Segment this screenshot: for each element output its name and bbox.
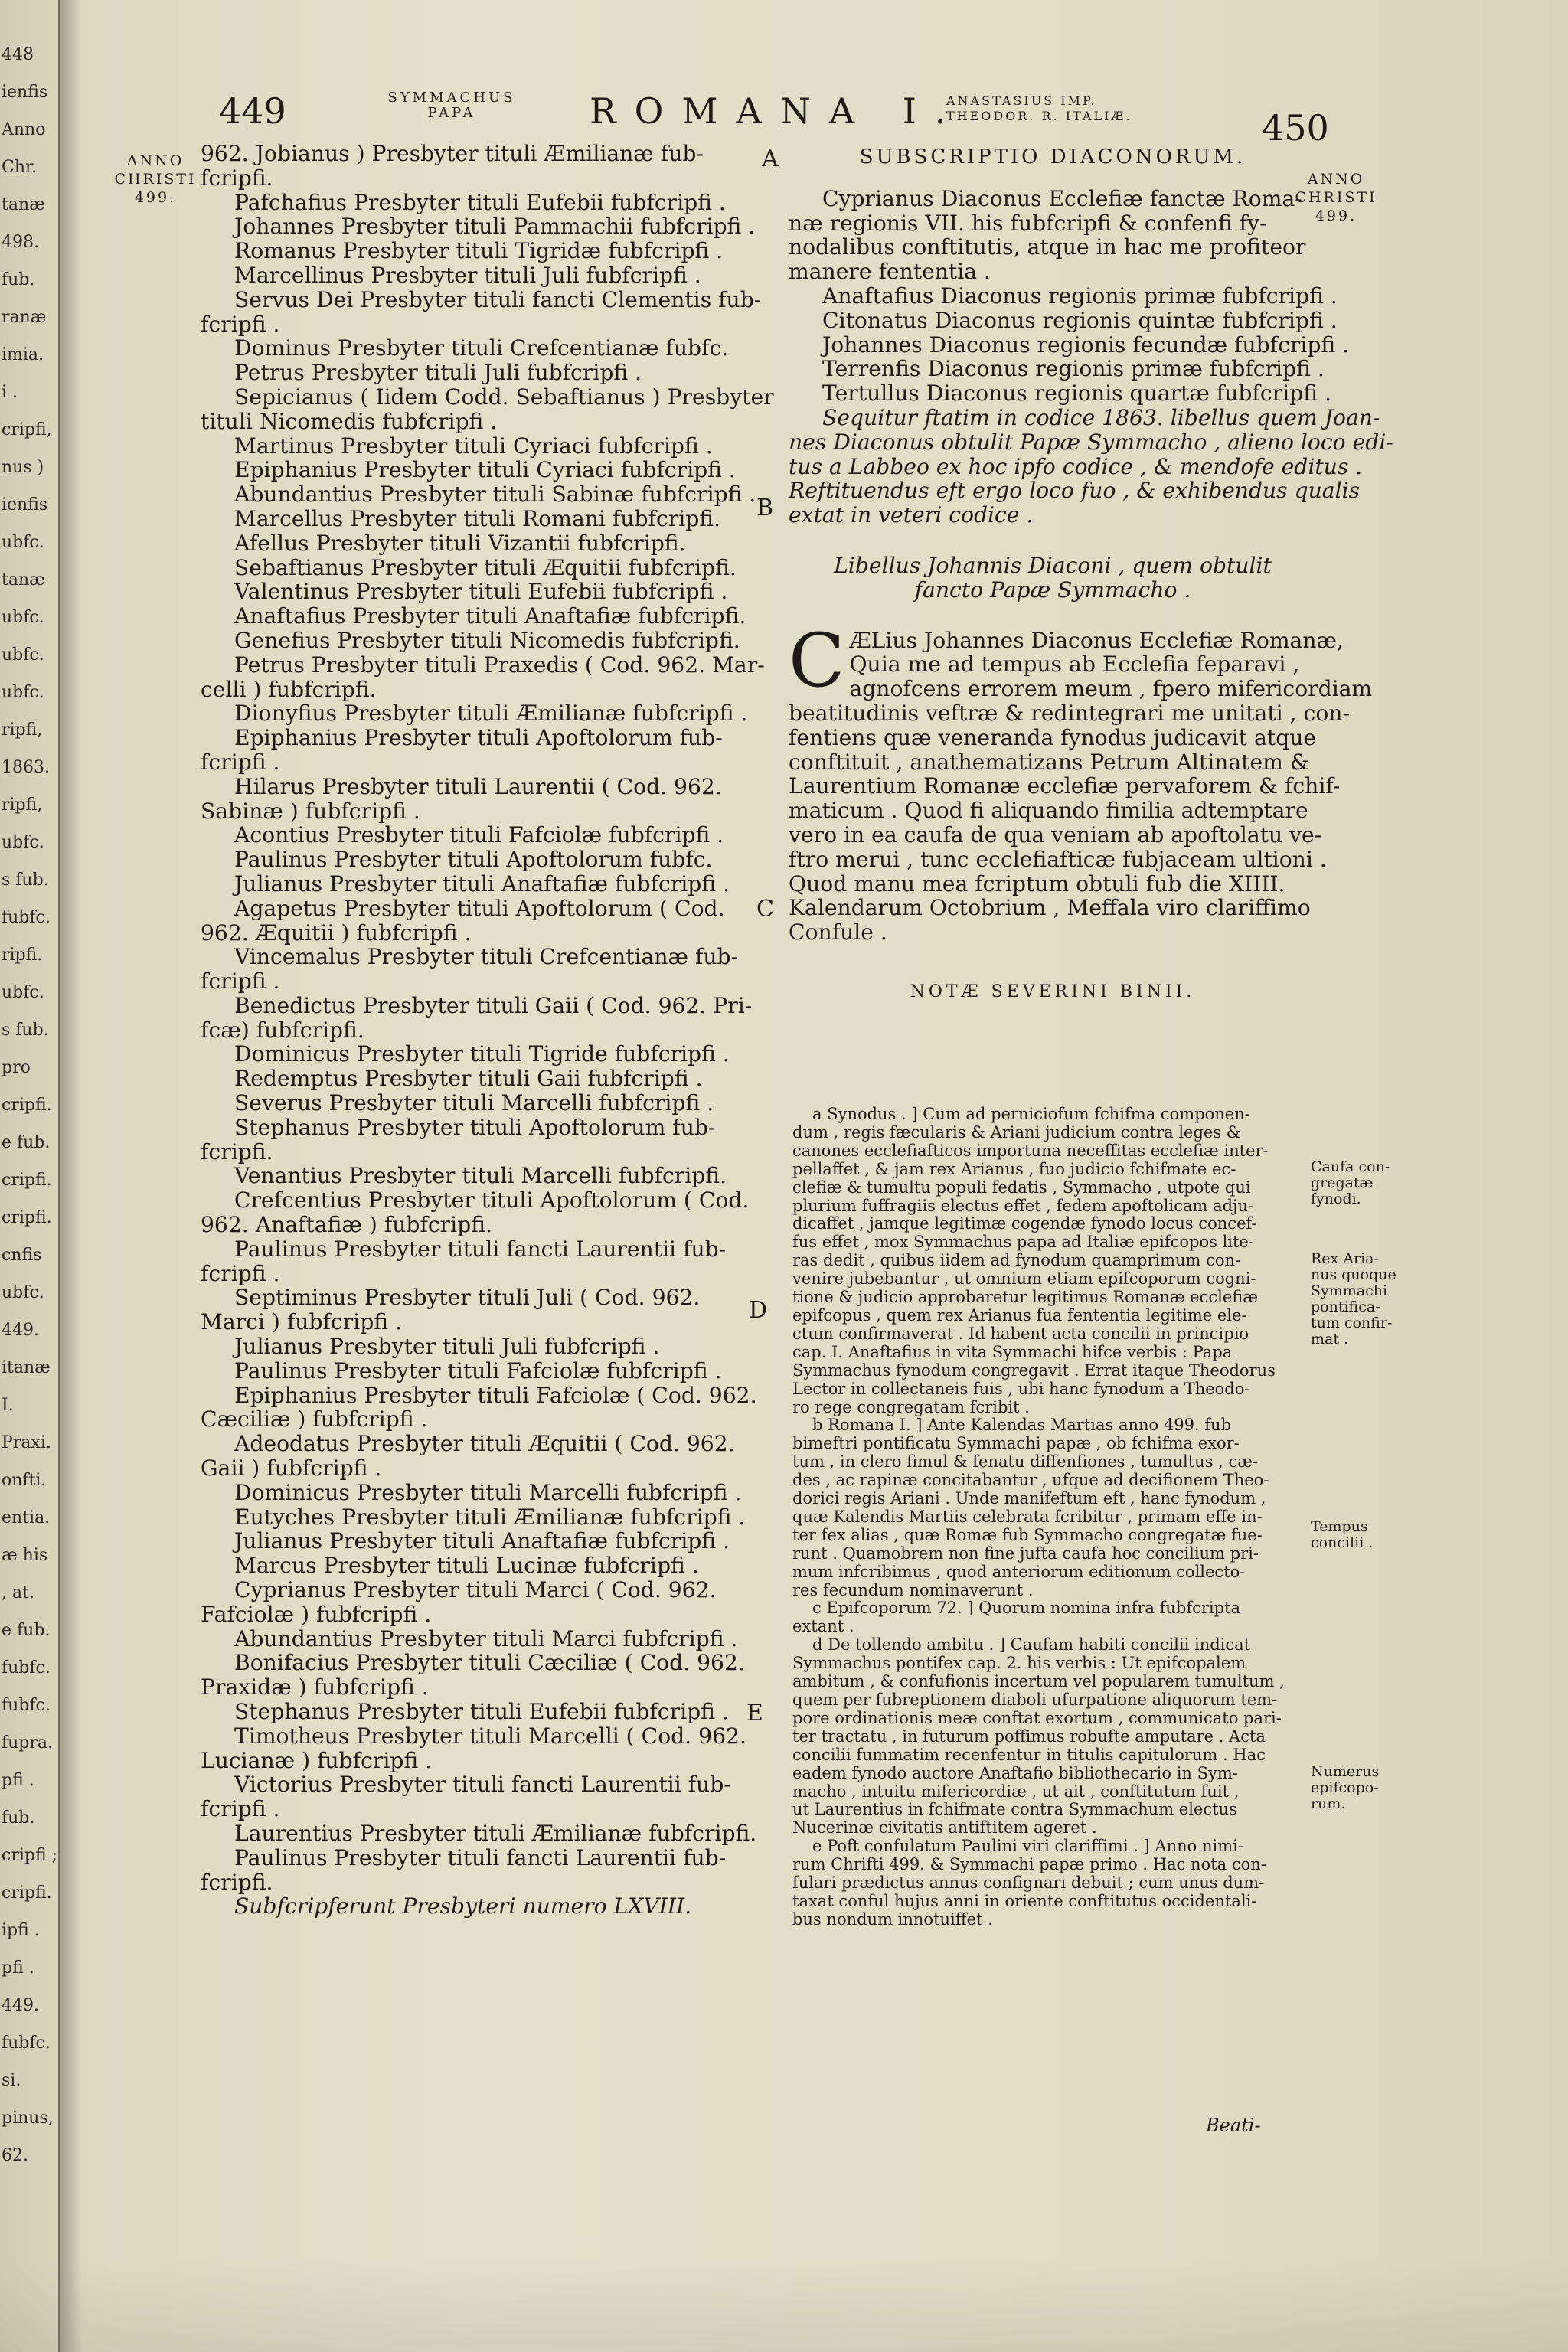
presbyter-line: Cyprianus Presbyter tituli Marci ( Cod. 962. [234, 1577, 717, 1603]
left-page-fragment: cripfi. [2, 1208, 52, 1227]
presbyter-line: Hilarus Presbyter tituli Laurentii ( Cod. 962. [234, 773, 722, 799]
side-note-line: concilii . [1311, 1534, 1374, 1551]
left-page-fragment: , at. [2, 1583, 34, 1602]
previous-page-edge [0, 0, 60, 2352]
section-marker-c: C [756, 896, 774, 923]
page-number-left: 449 [219, 90, 286, 132]
note-line: Lector in collectaneis fuis , ubi hanc fynodum a Theodo- [792, 1379, 1250, 1398]
presbyter-line: Epiphanius Presbyter tituli Fafciolæ ( Cod. 962. [234, 1382, 757, 1408]
deacon-line: næ regionis VII. his fubfcripfi & confenfi fy- [789, 210, 1267, 236]
note-line: ro rege congregatam fcribit . [792, 1397, 1030, 1416]
left-page-fragment: s fub. [2, 1021, 49, 1040]
presbyter-line: Sepicianus ( Iidem Codd. Sebaftianus ) Presbyter [234, 384, 774, 410]
notes-heading: NOTÆ SEVERINI BINII. [910, 982, 1196, 1001]
left-page-fragment: itanæ [2, 1358, 51, 1377]
left-page-fragment: ipfi . [2, 1921, 40, 1940]
left-page-fragment: entia. [2, 1508, 51, 1527]
presbyter-line: Fafciolæ ) fubfcripfi . [201, 1601, 432, 1627]
side-note-line: Caufa con- [1311, 1158, 1390, 1175]
libellus-line: beatitudinis veftræ & redintegrari me unitati , con- [789, 700, 1350, 726]
presbyter-line: Venantius Presbyter tituli Marcelli fubfcripfi. [234, 1163, 727, 1189]
side-note-line: rum. [1311, 1795, 1346, 1812]
left-page-fragment: ubfc. [2, 683, 44, 702]
left-page-fragment: cripfi. [2, 1883, 52, 1903]
anno-christi-left [113, 152, 198, 207]
presbyter-line: Redemptus Presbyter tituli Gaii fubfcripfi . [234, 1066, 703, 1092]
left-page-fragment: tanæ [2, 195, 45, 214]
libellus-line: ÆLius Johannes Diaconus Ecclefiæ Romanæ, [849, 627, 1344, 653]
left-page-fragment: cripfi ; [2, 1846, 58, 1865]
note-line: ter fex alias , quæ Romæ fub Symmacho congregatæ fue- [792, 1525, 1263, 1544]
note-line: clefiæ & tumultu populi fedatis , Symmacho , utpote qui [792, 1178, 1251, 1197]
note-line: tione & judicio approbaretur legitimus Romanæ ecclefiæ [792, 1288, 1258, 1307]
running-head-left-line: PAPA [427, 105, 476, 121]
left-page-fragment: 449. [2, 1996, 39, 2015]
presbyter-line: Petrus Presbyter tituli Juli fubfcripfi . [234, 360, 642, 386]
presbyter-line: Agapetus Presbyter tituli Apoftolorum ( Cod. [234, 895, 725, 921]
presbyter-line: Epiphanius Presbyter tituli Apoftolorum fub- [234, 725, 723, 751]
presbyter-line: Julianus Presbyter tituli Juli fubfcripfi . [234, 1334, 660, 1360]
presbyter-line: Julianus Presbyter tituli Anaftafiæ fubfcripfi . [234, 871, 730, 897]
left-page-fragment: 498. [2, 233, 39, 252]
presbyter-line: 962. Anaftafiæ ) fubfcripfi. [201, 1212, 492, 1238]
side-note-numerus [1311, 1764, 1379, 1812]
note-line: fus effet , mox Symmachus papa ad Italiæ epifcopos lite- [792, 1233, 1254, 1252]
drop-cap: C [789, 617, 845, 704]
left-page-fragment: I. [2, 1396, 14, 1415]
running-head-right [946, 93, 1145, 124]
presbyter-line: Praxidæ ) fubfcripfi . [201, 1674, 429, 1700]
catchword: Beati- [1206, 2115, 1261, 2136]
presbyter-line: Lucianæ ) fubfcripfi . [201, 1747, 433, 1773]
deacon-line: Tertullus Diaconus regionis quartæ fubfcripfi . [822, 381, 1331, 407]
left-page-fragment: Chr. [2, 158, 38, 177]
left-page-fragment: æ his [2, 1546, 48, 1565]
presbyter-line: Epiphanius Presbyter tituli Cyriaci fubfcripfi . [234, 457, 736, 483]
libellus-title-line: Libellus Johannis Diaconi , quem obtulit [834, 552, 1272, 578]
note-line: eadem fynodo auctore Anaftafio bibliothecario in Sym- [792, 1763, 1238, 1782]
left-page-fragment: pinus, [2, 2109, 54, 2128]
left-page-fragment: imia. [2, 345, 44, 364]
note-line: epifcopus , quem rex Arianus fua fententia legitime ele- [792, 1305, 1247, 1325]
presbyter-line: 962. Æquitii ) fubfcripfi . [201, 920, 472, 946]
side-note-line: nus quoque [1311, 1266, 1396, 1283]
presbyter-line: Johannes Presbyter tituli Pammachii fubfcripfi . [234, 214, 756, 240]
note-line: venire jubebantur , ut omnium etiam epifcoporum cogni- [792, 1269, 1256, 1289]
left-page-fragment: si. [2, 2071, 21, 2090]
left-page-fragment: Anno [2, 120, 46, 139]
deacon-line: nodalibus conftitutis, atque in hac me profiteor [789, 234, 1306, 260]
presbyter-line: Valentinus Presbyter tituli Eufebii fubfcripfi . [234, 579, 728, 605]
presbyter-line: Abundantius Presbyter tituli Sabinæ fubfcripfi . [234, 482, 756, 508]
libellus-line: Quia me ad tempus ab Ecclefia feparavi , [849, 652, 1300, 678]
side-note-line: tum confir- [1311, 1315, 1393, 1331]
presbyter-line: fcripfi . [201, 749, 280, 775]
left-page-fragment: ienfis [2, 495, 48, 514]
left-page-fragment: cnfis [2, 1246, 42, 1265]
left-page-fragment: e fub. [2, 1133, 51, 1152]
note-line: runt . Quamobrem non fine jufta caufa hoc concilium pri- [792, 1544, 1259, 1563]
note-line: quem per fubreptionem diaboli ufurpatione aliquorum tem- [792, 1690, 1278, 1709]
left-page-fragment: 62. [2, 2146, 28, 2165]
gutter-shadow [58, 0, 81, 2352]
note-line: canones ecclefiafticos importuna neceffitas ecclefiæ inter- [792, 1141, 1269, 1160]
note-line: c Epifcoporum 72. ] Quorum nomina infra fubfcripta [812, 1599, 1241, 1618]
libellus-line: Confule . [789, 920, 887, 946]
presbyter-line: Dominus Presbyter tituli Crefcentianæ fubfc. [234, 335, 729, 361]
left-page-fragment: Praxi. [2, 1433, 51, 1452]
note-line: tum , in clero fimul & fenatu diffenfiones , tumultus , cæ- [792, 1452, 1259, 1472]
presbyter-line: fcæ) fubfcripfi. [201, 1017, 364, 1043]
side-note-line: fynodi. [1311, 1191, 1361, 1207]
presbyter-line: Marcus Presbyter tituli Lucinæ fubfcripfi . [234, 1553, 699, 1579]
note-line: cap. I. Anaftafius in vita Symmachi hifce verbis : Papa [792, 1342, 1233, 1361]
deacon-line: Anaftafius Diaconus regionis primæ fubfcripfi . [822, 283, 1338, 309]
left-page-fragment: i . [2, 383, 18, 402]
presbyter-line: Pafchafius Presbyter tituli Eufebii fubfcripfi . [234, 189, 726, 215]
note-line: concilii fummatim recenfentur in titulis capitulorum . Hac [792, 1745, 1266, 1764]
presbyter-line: Vincemalus Presbyter tituli Crefcentianæ fub- [234, 944, 739, 970]
presbyter-line: Paulinus Presbyter tituli fancti Laurentii fub- [234, 1844, 727, 1870]
note-line: Nucerinæ civitatis antiftitem ageret . [792, 1818, 1097, 1838]
libellus-line: Kalendarum Octobrium , Meffala viro clariffimo [789, 895, 1311, 921]
libellus-line: conftituit , anathematizans Petrum Altinatem & [789, 749, 1309, 775]
left-page-fragment: ripfi. [2, 946, 43, 965]
presbyter-line: Benedictus Presbyter tituli Gaii ( Cod. 962. Pri- [234, 992, 753, 1018]
presbyter-line: celli ) fubfcripfi. [201, 676, 377, 702]
presbyter-line: Subfcripferunt Presbyteri numero LXVIII. [234, 1893, 692, 1919]
left-page-fragment: 449. [2, 1321, 39, 1340]
side-note-rex [1311, 1251, 1396, 1348]
note-line: ctum confirmaverat . Id habent acta concilii in principio [792, 1324, 1250, 1343]
running-head-right-line: THEODOR. R. ITALIÆ. [946, 109, 1132, 123]
deacons-heading: SUBSCRIPTIO DIACONORUM. [859, 145, 1246, 168]
left-page-fragment: ubfc. [2, 983, 44, 1002]
section-marker-d: D [749, 1297, 768, 1324]
note-line: des , ac rapinæ concitabantur , ufque ad decifionem Theo- [792, 1471, 1269, 1490]
left-page-fragment: fupra. [2, 1733, 54, 1753]
presbyter-line: Paulinus Presbyter tituli Apoftolorum fubfc. [234, 847, 713, 873]
note-line: dum , regis fæcularis & Ariani judicium contra leges & [792, 1122, 1241, 1142]
deacon-line: Johannes Diaconus regionis fecundæ fubfcripfi . [822, 332, 1350, 358]
presbyter-line: fcripfi . [201, 969, 280, 995]
presbyter-line: Marci ) fubfcripfi . [201, 1309, 402, 1335]
presbyter-line: Genefius Presbyter tituli Nicomedis fubfcripfi. [234, 627, 740, 653]
left-page-fragment: fubfc. [2, 1696, 51, 1715]
side-note-line: epifcopo- [1311, 1779, 1379, 1796]
presbyter-line: Marcellus Presbyter tituli Romani fubfcripfi. [234, 505, 721, 531]
anno-label: ANNO [126, 152, 185, 169]
left-page-fragment: pro [2, 1058, 31, 1077]
note-line: ambitum , & confufionis incertum vel popularem tumultum , [792, 1672, 1285, 1691]
deacon-line: Terrenfis Diaconus regionis primæ fubfcripfi . [822, 356, 1325, 382]
deacon-line: tus a Labbeo ex hoc ipfo codice , & mendofe editus . [789, 453, 1363, 479]
note-line: b Romana I. ] Ante Kalendas Martias anno 499. fub [812, 1416, 1232, 1435]
presbyter-line: Romanus Presbyter tituli Tigridæ fubfcripfi . [234, 238, 724, 264]
anno-label: ANNO [1307, 171, 1365, 188]
libellus-line: fentiens quæ veneranda fynodus judicavit atque [789, 724, 1317, 750]
section-marker-b: B [756, 495, 774, 521]
presbyter-line: fcripfi . [201, 311, 280, 337]
note-line: bimeftri pontificatu Symmachi papæ , ob fchifma exor- [792, 1434, 1240, 1453]
presbyter-line: Marcellinus Presbyter tituli Juli fubfcripfi . [234, 262, 701, 288]
side-note-line: Tempus [1311, 1518, 1368, 1535]
note-line: plurium fuffragiis electus effet , fedem apoftolicam adju- [792, 1196, 1254, 1215]
note-line: rum Chrifti 499. & Symmachi papæ primo . Hac nota con- [792, 1855, 1266, 1874]
presbyter-line: Martinus Presbyter tituli Cyriaci fubfcripfi . [234, 433, 713, 459]
running-head-left-line: SYMMACHUS [387, 90, 516, 106]
presbyter-line: Acontius Presbyter tituli Fafciolæ fubfcripfi . [234, 822, 724, 848]
libellus-line: maticum . Quod fi aliquando fimilia adtemptare [789, 798, 1308, 824]
note-line: Symmachus pontifex cap. 2. his verbis : Ut epifcopalem [792, 1654, 1246, 1673]
presbyter-line: Dominicus Presbyter tituli Marcelli fubfcripfi . [234, 1479, 742, 1505]
note-line: ras dedit , quibus iidem ad fynodum quamprimum con- [792, 1251, 1241, 1270]
side-note-line: Numerus [1311, 1763, 1380, 1780]
deacon-line: nes Diaconus obtulit Papæ Symmacho , alieno loco edi- [789, 429, 1393, 455]
libellus-title [789, 554, 1317, 603]
running-head-right-line: ANASTASIUS IMP. [946, 93, 1097, 108]
year-label: 499. [1315, 207, 1357, 224]
left-page-fragment: s fub. [2, 871, 49, 890]
left-page-fragment: fubfc. [2, 2034, 51, 2053]
left-page-fragment: nus ) [2, 458, 44, 477]
libellus-title-line: fancto Papæ Symmacho . [914, 577, 1191, 603]
side-note-line: mat . [1311, 1331, 1349, 1348]
left-page-fragment: onfti. [2, 1471, 47, 1490]
note-line: e Poft confulatum Paulini viri clariffimi . ] Anno nimi- [812, 1837, 1243, 1856]
side-note-line: pontifica- [1311, 1298, 1380, 1315]
presbyter-line: Eutyches Presbyter tituli Æmilianæ fubfcripfi . [234, 1504, 746, 1530]
note-line: ter tractatu , in futurum poffimus robufte amputare . Acta [792, 1726, 1266, 1746]
presbyter-line: Gaii ) fubfcripfi . [201, 1455, 382, 1481]
left-page-fragment: ienfis [2, 83, 48, 102]
presbyter-line: Crefcentius Presbyter tituli Apoftolorum ( Cod. [234, 1187, 750, 1214]
left-page-fragment: fub. [2, 270, 35, 289]
running-title: ROMANA I. [590, 90, 965, 132]
presbyter-line: tituli Nicomedis fubfcripfi . [201, 408, 498, 434]
presbyter-line: Anaftafius Presbyter tituli Anaftafiæ fubfcripfi. [234, 603, 746, 629]
presbyter-line: fcripfi . [201, 1260, 280, 1286]
note-line: Symmachus fynodum congregavit . Errat itaque Theodorus [792, 1361, 1276, 1380]
left-page-fragment: ubfc. [2, 608, 44, 627]
presbyter-line: Bonifacius Presbyter tituli Cæciliæ ( Cod. 962. [234, 1650, 745, 1676]
presbyter-line: Severus Presbyter tituli Marcelli fubfcripfi . [234, 1090, 714, 1116]
note-line: fulari prædictus annus confignari debuit ; cum unus dum- [792, 1873, 1265, 1893]
note-line: macho , intuitu mifericordiæ , ut ait , conftitutum fuit , [792, 1782, 1240, 1801]
side-note-causa [1311, 1159, 1390, 1207]
deacon-line: Citonatus Diaconus regionis quintæ fubfcripfi . [822, 307, 1338, 333]
note-line: pore ordinationis meæ conftat exortum , communicato pari- [792, 1708, 1282, 1727]
deacon-line: Reftituendus eft ergo loco fuo , & exhibendus qualis [789, 478, 1361, 504]
presbyter-line: Petrus Presbyter tituli Praxedis ( Cod. 962. Mar- [234, 652, 765, 678]
note-line: d De tollendo ambitu . ] Caufam habiti concilii indicat [812, 1635, 1251, 1655]
left-page-fragment: cripfi, [2, 420, 52, 439]
note-line: ut Laurentius in fchifmate contra Symmachum electus [792, 1800, 1237, 1819]
christi-label: CHRISTI [1295, 189, 1377, 206]
presbyter-line: Dionyfius Presbyter tituli Æmilianæ fubfcripfi . [234, 701, 748, 727]
christi-label: CHRISTI [114, 171, 197, 188]
presbyter-line: fcripfi. [201, 1869, 273, 1895]
presbyter-line: Abundantius Presbyter tituli Marci fubfcripfi . [234, 1625, 738, 1651]
binius-notes [792, 1106, 1313, 1929]
deacon-line: manere fententia . [789, 259, 991, 285]
bottom-shade [0, 2259, 1568, 2352]
note-line: quæ Kalendis Martiis celebrata fcribitur , primam effe in- [792, 1507, 1263, 1526]
presbyter-line: fcripfi . [201, 1796, 280, 1822]
left-page-fragment: ranæ [2, 308, 47, 327]
presbyter-line: Dominicus Presbyter tituli Tigride fubfcripfi . [234, 1041, 730, 1067]
libellus-line: Quod manu mea fcriptum obtuli fub die XIIII. [789, 871, 1285, 897]
left-page-fragment: pfi . [2, 1771, 34, 1790]
libellus-line: agnofcens errorem meum , fpero mifericordiam [849, 676, 1373, 702]
presbyter-line: Timotheus Presbyter tituli Marcelli ( Cod. 962. [234, 1723, 746, 1749]
section-marker-e: E [746, 1700, 763, 1726]
presbyter-line: 962. Jobianus ) Presbyter tituli Æmilianæ fub- [201, 141, 704, 166]
side-note-line: Rex Aria- [1311, 1250, 1379, 1267]
presbyter-line: Septiminus Presbyter tituli Juli ( Cod. 962. [234, 1285, 701, 1311]
left-page-fragment: 448 [2, 45, 34, 64]
left-page-fragment: cripfi. [2, 1171, 52, 1190]
left-page-fragment: e fub. [2, 1621, 51, 1640]
side-note-line: Symmachi [1311, 1282, 1388, 1299]
left-page-fragment: ubfc. [2, 533, 44, 552]
presbyter-line: Cæciliæ ) fubfcripfi . [201, 1406, 428, 1432]
section-marker-a: A [762, 145, 779, 172]
left-page-fragment: ripfi, [2, 795, 43, 815]
left-page-fragment: ubfc. [2, 833, 44, 852]
left-page-fragment: fubfc. [2, 908, 51, 927]
left-page-fragment: fubfc. [2, 1658, 51, 1677]
year-label: 499. [134, 189, 177, 206]
note-line: dorici regis Ariani . Unde manifeftum eft , hanc fynodum , [792, 1489, 1266, 1508]
presbyter-line: Servus Dei Presbyter tituli fancti Clementis fub- [234, 286, 762, 312]
deacon-line: Sequitur ftatim in codice 1863. libellus quem Joan- [822, 404, 1380, 430]
presbyter-line: Afellus Presbyter tituli Vizantii fubfcripfi. [234, 530, 686, 556]
presbyter-line: Laurentius Presbyter tituli Æmilianæ fubfcripfi. [234, 1820, 757, 1846]
note-line: a Synodus . ] Cum ad perniciofum fchifma componen- [812, 1105, 1250, 1123]
note-line: bus nondum innotuiffet . [792, 1909, 993, 1929]
note-line: pellaffet , & jam rex Arianus , fuo judicio fchifmate ec- [792, 1159, 1236, 1178]
presbyter-subscriptions-column [201, 141, 774, 1919]
page-number-right: 450 [1262, 107, 1329, 149]
deacon-line: extat in veteri codice . [789, 502, 1034, 528]
presbyter-line: Stephanus Presbyter tituli Apoftolorum fub- [234, 1114, 716, 1140]
side-note-line: gregatæ [1311, 1174, 1374, 1191]
deacon-line: Cyprianus Diaconus Ecclefiæ fanctæ Roma- [822, 185, 1302, 211]
left-page-fragment: fub. [2, 1808, 35, 1828]
libellus-line: Laurentium Romanæ ecclefiæ pervaforem & fchif- [789, 773, 1341, 799]
presbyter-line: Victorius Presbyter tituli fancti Laurentii fub- [234, 1772, 731, 1798]
left-page-fragment: ripfi, [2, 720, 43, 740]
presbyter-line: Adeodatus Presbyter tituli Æquitii ( Cod. 962. [234, 1431, 735, 1457]
libellus-text [789, 617, 1373, 946]
left-page-fragment: ubfc. [2, 645, 44, 665]
running-head-left [383, 90, 521, 121]
libellus-line: vero in ea caufa de qua veniam ab apoftolatu ve- [789, 822, 1322, 848]
note-line: res fecundum nominaverunt . [792, 1580, 1034, 1599]
presbyter-line: Paulinus Presbyter tituli Fafciolæ fubfcripfi . [234, 1357, 722, 1383]
note-line: extant . [792, 1617, 854, 1636]
note-line: taxat conful hujus anni in oriente conftitutus occidentali- [792, 1891, 1257, 1910]
presbyter-line: fcripfi. [201, 165, 273, 191]
note-line: mum infcribimus , quod anteriorum editionum collecto- [792, 1562, 1246, 1581]
left-page-fragment: tanæ [2, 570, 45, 590]
left-page-fragment: ubfc. [2, 1283, 44, 1302]
presbyter-line: Paulinus Presbyter tituli fancti Laurentii fub- [234, 1236, 727, 1262]
note-line: dicaffet , jamque legitimæ cogendæ fynodo locus concef- [792, 1214, 1257, 1233]
presbyter-line: fcripfi. [201, 1138, 273, 1165]
presbyter-line: Stephanus Presbyter tituli Eufebii fubfcripfi . [234, 1699, 729, 1724]
left-page-fragment: cripfi. [2, 1096, 52, 1115]
side-note-tempus [1311, 1519, 1373, 1551]
presbyter-line: Julianus Presbyter tituli Anaftafiæ fubfcripfi . [234, 1528, 730, 1554]
presbyter-line: Sebaftianus Presbyter tituli Æquitii fubfcripfi. [234, 554, 737, 580]
libellus-line: ftro merui , tunc ecclefiafticæ fubjaceam ultioni . [789, 846, 1327, 872]
left-page-fragment: 1863. [2, 758, 50, 777]
presbyter-line: Sabinæ ) fubfcripfi . [201, 798, 420, 824]
left-page-fragment: pfi . [2, 1958, 34, 1978]
